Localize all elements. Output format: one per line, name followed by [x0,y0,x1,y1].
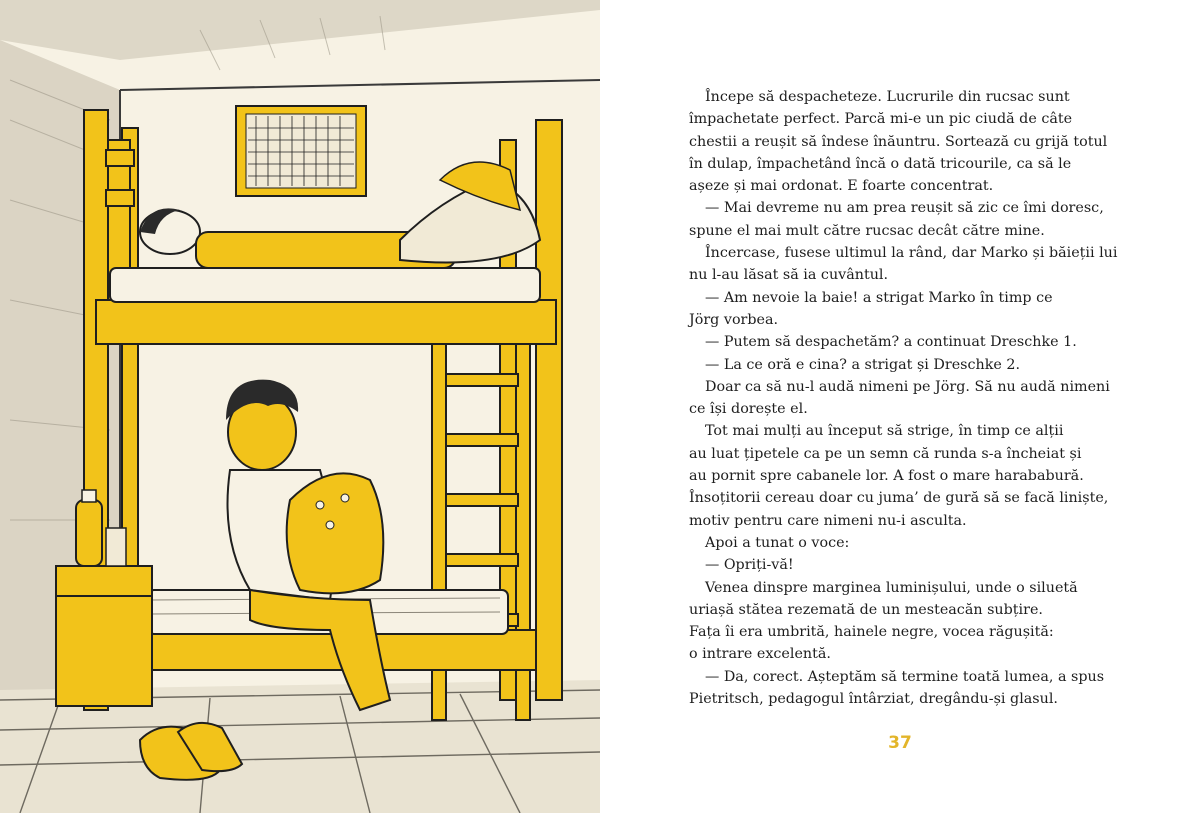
text-line: o intrare excelentă. [689,646,831,663]
text-line: — Opriți-vă! [705,557,794,574]
text-line: — La ce oră e cina? a strigat și Dreschke 2. [705,356,1021,373]
text-line: uriașă stătea rezemată de un mesteacăn subțire. [689,601,1043,618]
text-line: motiv pentru care nimeni nu-i asculta. [689,512,967,529]
text-line: — Putem să despachetăm? a continuat Dreschke 1. [705,334,1077,351]
text-line: nu l-au lăsat să ia cuvântul. [689,267,889,284]
story-text [689,86,1118,710]
text-line: Începe să despacheteze. Lucrurile din rucsac sunt [705,89,1070,105]
text-line: — Da, corect. Așteptăm să termine toată lumea, a spus [705,668,1105,685]
text-line: Fața îi era umbrită, hainele negre, vocea răgușită: [689,624,1054,641]
text-line: Doar ca să nu-l audă nimeni pe Jörg. Să nu audă nimeni [705,378,1110,395]
text-line: ce își dorește el. [689,401,808,418]
text-line: împachetate perfect. Parcă mi-e un pic ciudă de câte [689,111,1073,128]
text-page [600,0,1200,813]
text-line: Jörg vorbea. [689,311,779,328]
text-line: Însoțitorii cereau doar cu juma’ de gură să se facă liniște, [689,490,1109,507]
text-line: Venea dinspre marginea luminișului, unde o siluetă [705,579,1078,596]
text-line: Încercase, fusese ultimul la rând, dar Marko și băieții lui [705,245,1118,262]
text-line: au luat țipetele ca pe un semn că runda s-a încheiat și [689,445,1082,462]
text-line: spune el mai mult către rucsac decât către mine. [689,222,1045,239]
text-line: au pornit spre cabanele lor. A fost o mare harababură. [689,468,1084,485]
page-number: 37 [888,733,912,753]
text-line: Pietritsch, pedagogul întârziat, dregându-și glasul. [689,691,1058,708]
text-line: chestii a reușit să îndese înăuntru. Sortează cu grijă totul [689,133,1108,150]
text-line: așeze și mai ordonat. E foarte concentrat. [689,178,994,195]
text-line: — Am nevoie la baie! a strigat Marko în timp ce [705,289,1053,306]
text-line: în dulap, împachetând încă o dată tricourile, ca să le [689,155,1072,172]
text-line: — Mai devreme nu am prea reușit să zic ce îmi doresc, [705,200,1104,217]
text-line: Apoi a tunat o voce: [705,534,850,551]
text-line: Tot mai mulți au început să strige, în timp ce alții [705,423,1064,440]
